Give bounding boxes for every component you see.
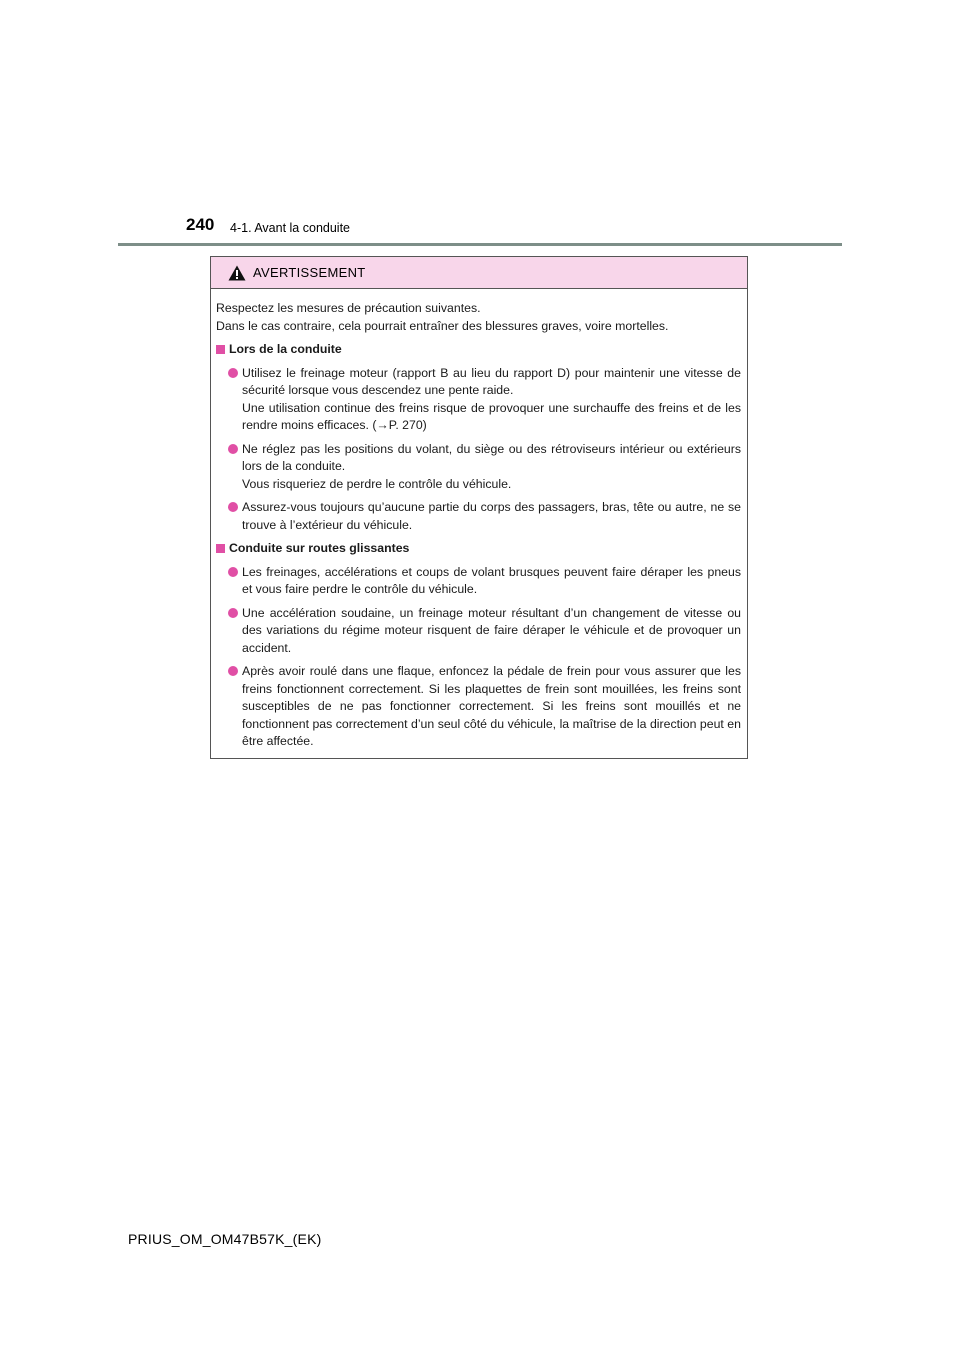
warning-triangle-icon: [228, 265, 246, 281]
intro-line: Dans le cas contraire, cela pourrait entraîner des blessures graves, voire mortelles.: [216, 318, 669, 333]
bullet-text: Après avoir roulé dans une flaque, enfoncez la pédale de frein pour vous assurer que les freins fonctionnent correctement. Si les plaquettes de frein sont mouillées, les freins sont susceptibles de ne pas fonctionner correctement. Si les freins sont mouillés et ne fonctionnent pas correctement d’un seul côté du véhicule, la maîtrise de la direction peut en être affectée.: [242, 664, 741, 748]
document-code: PRIUS_OM_OM47B57K_(EK): [128, 1231, 322, 1247]
bullet-text: Utilisez le freinage moteur (rapport B au lieu du rapport D) pour maintenir une vitesse de sécurité lorsque vous descendez une pente raide.: [242, 365, 741, 397]
list-item: [216, 564, 741, 599]
page-number: 240: [186, 215, 215, 234]
bullet-text: Assurez-vous toujours qu’aucune partie du corps des passagers, bras, tête ou autre, ne se trouve à l’extérieur du véhicule.: [242, 500, 741, 532]
section-title: 4-1. Avant la conduite: [230, 221, 350, 235]
section-heading: [216, 341, 741, 359]
list-item: [216, 663, 741, 751]
square-icon: [216, 544, 225, 553]
warning-body: [211, 289, 747, 751]
dot-icon: [228, 368, 238, 378]
dot-icon: [228, 608, 238, 618]
list-item: [216, 441, 741, 494]
warning-box: [210, 256, 748, 759]
warning-intro: [216, 300, 741, 335]
warning-title: AVERTISSEMENT: [253, 265, 366, 280]
bullet-text: Vous risqueriez de perdre le contrôle du véhicule.: [242, 476, 512, 491]
dot-icon: [228, 502, 238, 512]
bullet-text: Une accélération soudaine, un freinage moteur résultant d’un changement de vitesse ou des variations du régime moteur risquent de faire déraper le véhicule et de provoquer un accident.: [242, 605, 741, 655]
dot-icon: [228, 567, 238, 577]
section-heading-text: Conduite sur routes glissantes: [229, 541, 410, 555]
bullet-text: Ne réglez pas les positions du volant, du siège ou des rétroviseurs intérieur ou extérieurs lors de la conduite.: [242, 441, 741, 473]
bullet-text: Une utilisation continue des freins risque de provoquer une surchauffe des freins et de les rendre moins efficaces. (→P. 270): [242, 400, 741, 432]
list-item: [216, 499, 741, 534]
list-item: [216, 605, 741, 658]
dot-icon: [228, 444, 238, 454]
list-item: [216, 365, 741, 435]
section-heading-text: Lors de la conduite: [229, 342, 342, 356]
section-heading: [216, 540, 741, 558]
header-rule: [118, 243, 842, 246]
dot-icon: [228, 666, 238, 676]
intro-line: Respectez les mesures de précaution suivantes.: [216, 301, 481, 315]
warning-header: [211, 257, 747, 289]
bullet-text: Les freinages, accélérations et coups de volant brusques peuvent faire déraper les pneus et vous faire perdre le contrôle du véhicule.: [242, 564, 741, 596]
square-icon: [216, 345, 225, 354]
